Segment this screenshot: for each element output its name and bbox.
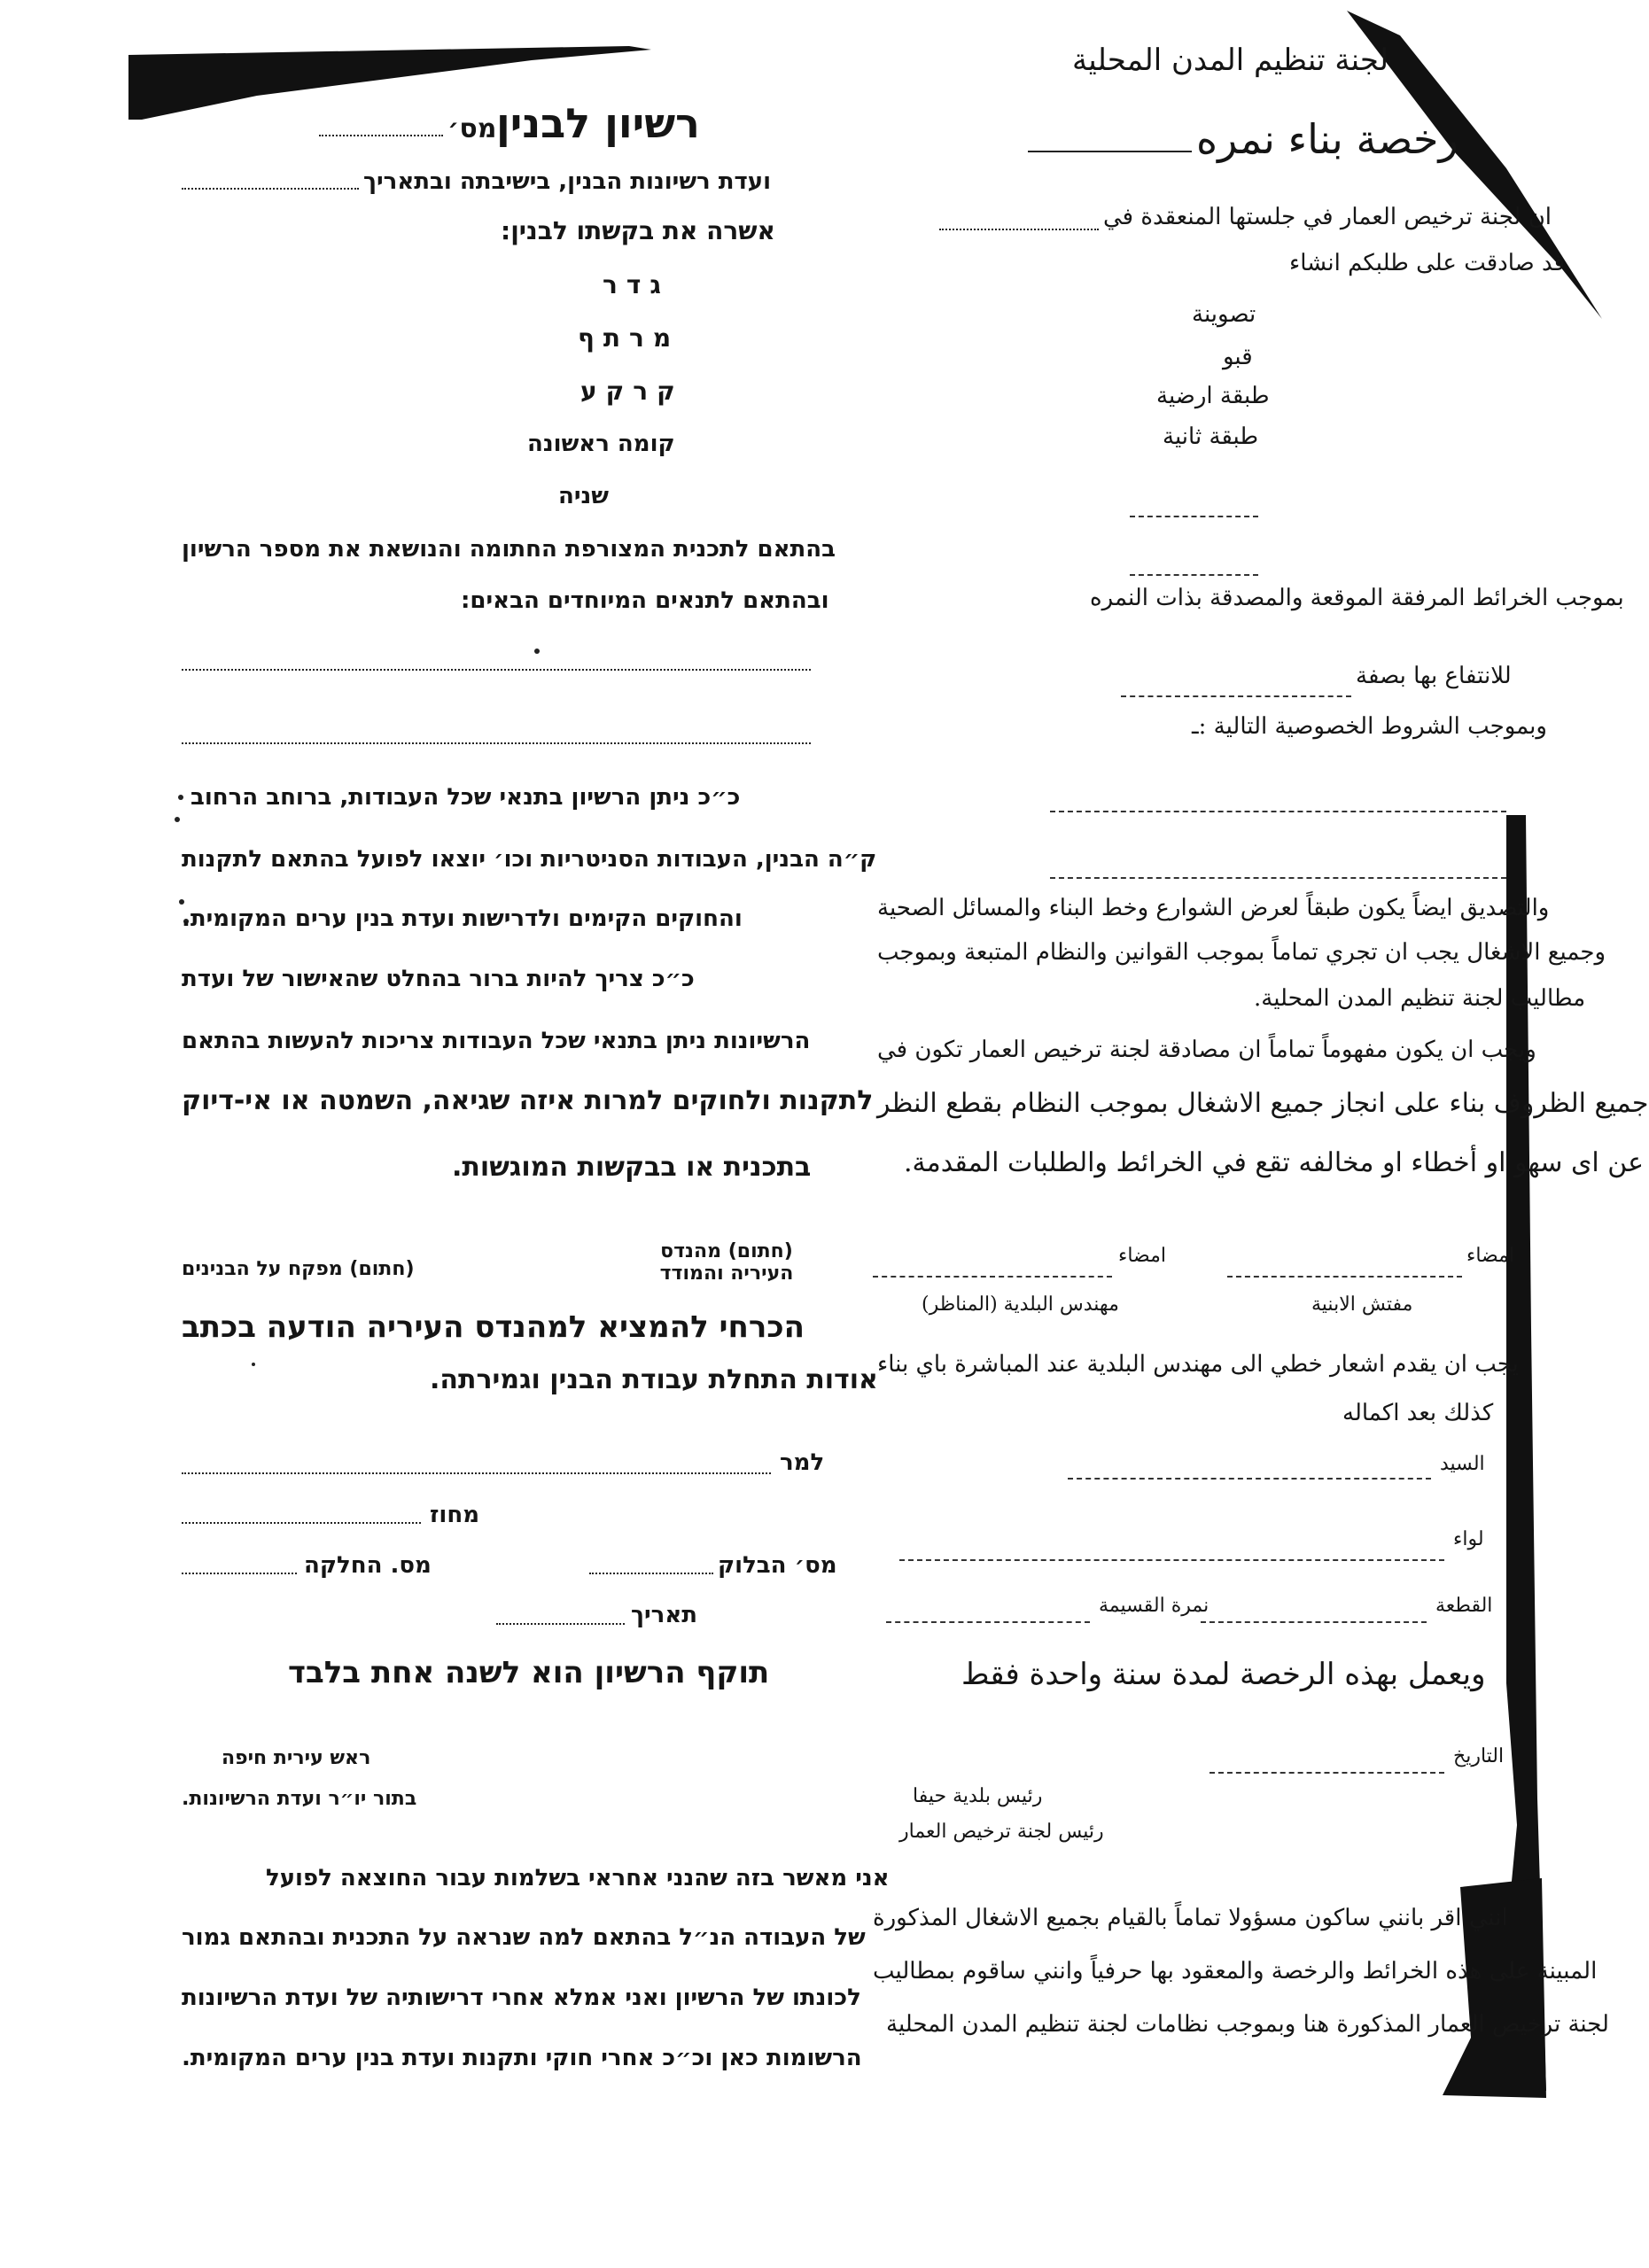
cond1-line-3: והחוקים הקימים ולדרישות ועדת בנין ערים המקומית. bbox=[182, 905, 743, 932]
arabic-notice: يجب ان يقدم اشعار خطي الى مهندس البلدية عند المباشرة باي بناء bbox=[877, 1351, 1519, 1378]
arabic-para1-line-2: وجميع الاشغال يجب ان تجري تماماً بموجب القوانين والنظام المتبعة وبموجب bbox=[877, 939, 1606, 966]
arabic-usage: للانتفاع بها بصفة bbox=[1356, 663, 1512, 689]
arabic-conditions: وبموجب الشروط الخصوصية التالية :ـ bbox=[1192, 713, 1547, 740]
arabic-declaration-line-1: انني اقر بانني ساكون مسؤولا تماماً بالقيام بجميع الاشغال المذكورة bbox=[873, 1905, 1508, 1931]
arabic-blank-line-2 bbox=[1130, 574, 1258, 576]
arabic-date: التاريخ bbox=[1453, 1745, 1505, 1767]
declaration-line-2: של העבודה הנ״ל בהתאם למה שנראה על התכנית ובהתאם גמור bbox=[182, 1924, 866, 1951]
parcel-line bbox=[182, 1573, 297, 1574]
arabic-district-line bbox=[899, 1559, 1444, 1561]
arabic-para2-line-1: ويجب ان يكون مفهوماً تماماً ان مصادقة لجنة ترخيص العمار تكون في bbox=[877, 1037, 1536, 1063]
cond2-line-1: כ״כ צריך להיות ברור בהחלט שהאישור של ועדת bbox=[182, 966, 695, 992]
arabic-district: لواء bbox=[1453, 1528, 1484, 1550]
committee-chair: בתור יו״ר ועדת הרשיונות. bbox=[182, 1788, 417, 1810]
item-basement: מרתף bbox=[578, 323, 681, 353]
arabic-sign-line-1 bbox=[1227, 1276, 1462, 1278]
item-ground: קרקע bbox=[580, 377, 684, 406]
plan-line-1: בהתאם לתכנית המצורפת החתומה והנושאת את מספר הרשיון bbox=[182, 536, 836, 563]
arabic-header: لجنة تنظيم المدن المحلية bbox=[1072, 43, 1389, 78]
arabic-parcel-line bbox=[886, 1621, 1090, 1623]
arabic-mr: السيد bbox=[1440, 1453, 1485, 1475]
block-label: מס׳ הבלוק bbox=[718, 1552, 837, 1579]
arabic-para1-line-1: والتصديق ايضاً يكون طبقاً لعرض الشوارع وخط البناء والمسائل الصحية bbox=[877, 895, 1550, 921]
arabic-title-line bbox=[1028, 151, 1192, 152]
arabic-plot-line bbox=[1201, 1621, 1427, 1623]
date-line bbox=[496, 1623, 625, 1625]
arabic-engineer: مهندس البلدية (المناظر) bbox=[922, 1293, 1119, 1316]
arabic-declaration-line-3: لجنة ترخيص العمار المذكورة هنا وبموجب نظامات لجنة تنظيم المدن المحلية bbox=[886, 2011, 1609, 2038]
arabic-after: كذلك بعد اكماله bbox=[1342, 1400, 1494, 1426]
arabic-item-fence: تصوينة bbox=[1192, 301, 1256, 328]
arabic-cond-line-2 bbox=[1050, 877, 1506, 879]
arabic-title: رخصة بناء نمره bbox=[1196, 115, 1458, 163]
hebrew-sig-engineer: (חתום) מהנדס העיריה והמודד bbox=[659, 1240, 794, 1285]
arabic-plot: القطعة bbox=[1435, 1595, 1493, 1617]
arabic-date-line bbox=[1210, 1772, 1444, 1774]
title-number-line bbox=[319, 135, 443, 136]
cond2-line-4: בתכנית או בבקשות המוגשות. bbox=[452, 1152, 812, 1183]
arabic-mr-line bbox=[1068, 1478, 1431, 1480]
arabic-validity: ويعمل بهذه الرخصة لمدة سنة واحدة فقط bbox=[961, 1657, 1486, 1692]
cond2-line-3: לתקנות ולחוקים למרות איזה שגיאה, השמטה או אי-דיוק bbox=[182, 1085, 874, 1116]
arabic-inspector: مفتش الابنية bbox=[1311, 1293, 1413, 1316]
arabic-usage-line bbox=[1121, 695, 1351, 697]
arabic-cond-line-1 bbox=[1050, 811, 1506, 812]
arabic-committee-line: ان لجنة ترخيص العمار في جلستها المنعقدة في bbox=[1103, 204, 1552, 230]
district-label: מחוז bbox=[430, 1502, 480, 1528]
item-first-floor: קומה ראשונה bbox=[527, 431, 675, 457]
arabic-sign-2: امضاء bbox=[1118, 1245, 1167, 1267]
arabic-para1-line-3: مطاليب لجنة تنظيم المدن المحلية. bbox=[1254, 985, 1586, 1012]
plan-line-2: ובהתאם לתנאים המיוחדים הבאים: bbox=[461, 587, 829, 614]
arabic-item-second: طبقة ثانية bbox=[1163, 423, 1259, 450]
conditions-line-1 bbox=[182, 669, 811, 671]
hebrew-number-label: מס׳ bbox=[447, 113, 497, 144]
mayor: ראש עירית חיפה bbox=[222, 1747, 371, 1769]
cond2-line-2: הרשיונות ניתן בתנאי שכל העבודות צריכות להעשות בהתאם bbox=[182, 1028, 811, 1054]
arabic-item-basement: قبو bbox=[1223, 344, 1253, 370]
arabic-declaration-line-2: المبينة على هذه الخرائط والرخصة والمعقود بها حرفياً وانني ساقوم بمطاليب bbox=[873, 1958, 1598, 1984]
arabic-blank-line-1 bbox=[1130, 516, 1258, 517]
declaration-line-4: הרשומות כאן וכ״כ אחרי חוקי ותקנות ועדת בנין ערים המקומית. bbox=[182, 2045, 862, 2071]
arabic-sign-1: امضاء bbox=[1466, 1245, 1515, 1267]
arabic-para2-line-3: عن اى سهو او أخطاء او مخالفه تقع في الخرائط والطلبات المقدمة. bbox=[904, 1147, 1645, 1178]
declaration-line-3: לכונתו של הרשיון ואני אמלא אחרי דרישותיה של ועדת הרשיונות bbox=[182, 1984, 861, 2011]
item-second-floor: שניה bbox=[558, 483, 610, 509]
approved-request: אשרה את בקשתו לבנין: bbox=[501, 216, 775, 245]
arabic-para2-line-2: جميع الظروف بناء على انجاز جميع الاشغال بموجب النظام بقطع النظر bbox=[877, 1088, 1649, 1119]
committee-line: ועדת רשיונות הבנין, בישיבתה ובתאריך bbox=[363, 168, 772, 195]
hebrew-sig-inspector: (חתום) מפקח על הבנינים bbox=[182, 1258, 415, 1280]
notice-line-2: אודות התחלת עבודת הבנין וגמירתה. bbox=[430, 1364, 878, 1395]
parcel-label: מס. החלקה bbox=[304, 1552, 432, 1579]
arabic-item-ground: طبقة ارضية bbox=[1156, 383, 1270, 409]
item-fence: גדר bbox=[603, 270, 670, 299]
notice-line-1: הכרחי להמציא למהנדס העיריה הודעה בכתב bbox=[182, 1309, 805, 1345]
arabic-approved: قد صادقت على طلبكم انشاء bbox=[1289, 250, 1566, 276]
committee-date-line bbox=[182, 188, 359, 190]
date-label: תאריך bbox=[631, 1602, 698, 1628]
district-line bbox=[182, 1522, 421, 1524]
cond1-line-1: כ״כ ניתן הרשיון בתנאי שכל העבודות, ברוחב הרחוב bbox=[191, 784, 741, 811]
hebrew-title: רשיון לבנין bbox=[496, 99, 700, 147]
to-label: למר bbox=[780, 1449, 825, 1476]
declaration-line-1: אני מאשר בזה שהנני אחראי בשלמות עבור החוצאה לפועל bbox=[266, 1865, 890, 1891]
arabic-maps-line: بموجب الخرائط المرفقة الموقعة والمصدقة بذات النمره bbox=[1090, 585, 1624, 611]
block-line bbox=[589, 1573, 713, 1574]
conditions-line-2 bbox=[182, 742, 811, 744]
cond1-line-2: ק״ה הבנין, העבודות הסניטריות וכו׳ יוצאו לפועל בהתאם לתקנות bbox=[182, 846, 877, 873]
arabic-sign-line-2 bbox=[873, 1276, 1112, 1278]
validity: תוקף הרשיון הוא לשנה אחת בלבד bbox=[288, 1655, 770, 1690]
arabic-mayor: رئيس بلدية حيفا bbox=[913, 1785, 1043, 1807]
arabic-parcel: نمرة القسيمة bbox=[1099, 1595, 1210, 1617]
to-line bbox=[182, 1472, 771, 1474]
arabic-chair: رئيس لجنة ترخيص العمار bbox=[899, 1821, 1104, 1843]
arabic-meeting-line bbox=[939, 229, 1099, 230]
